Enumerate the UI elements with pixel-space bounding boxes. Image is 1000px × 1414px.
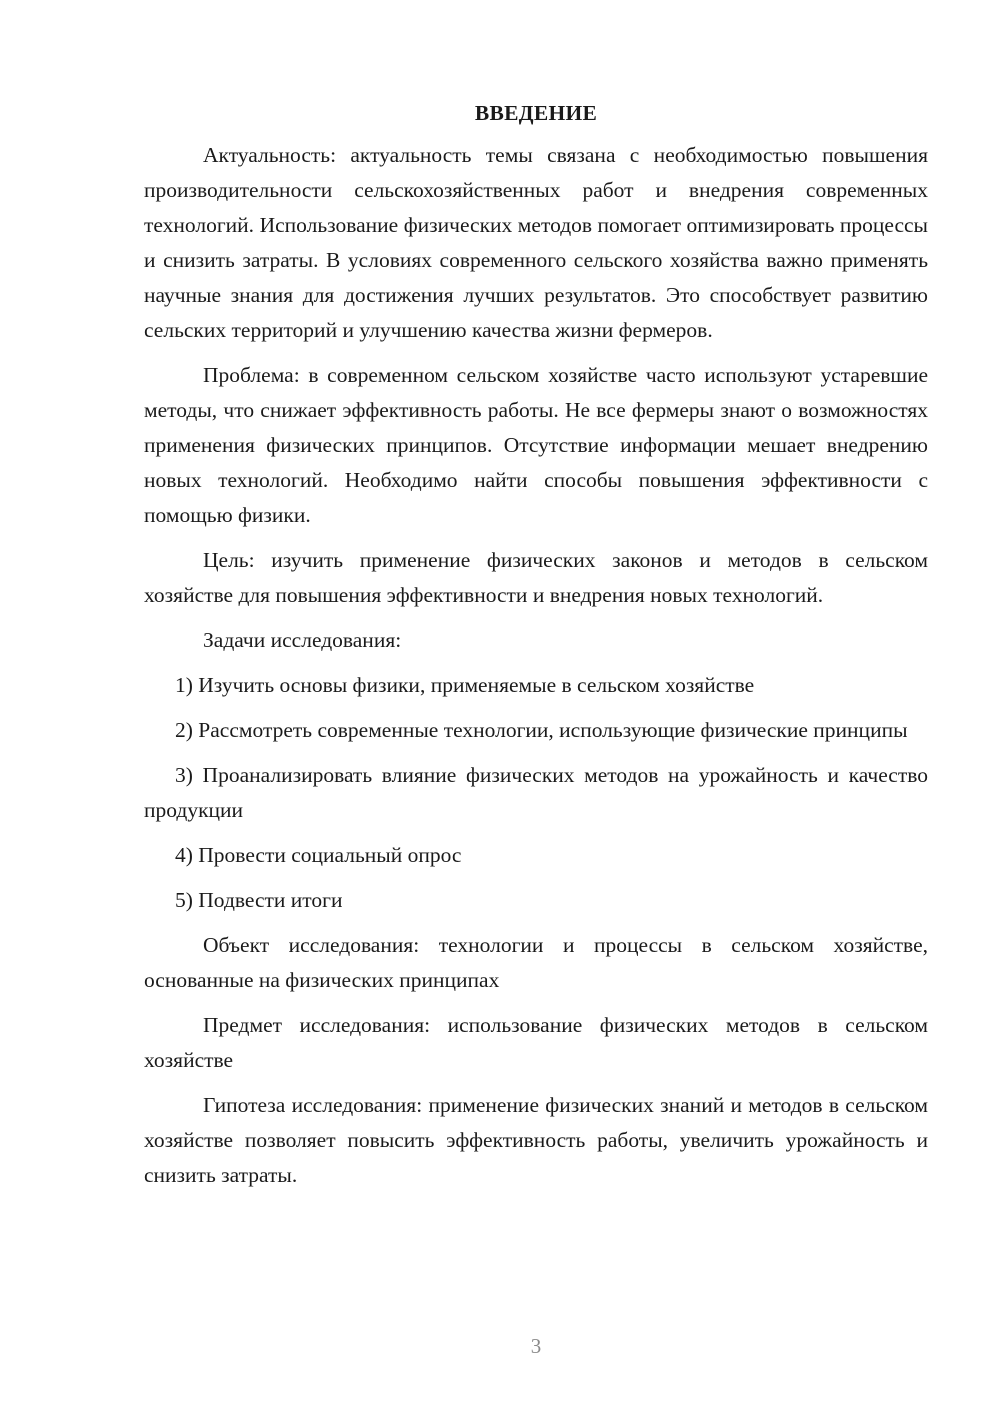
page-title: ВВЕДЕНИЕ bbox=[474, 101, 598, 125]
list-item: 1) Изучить основы физики, применяемые в сельском хозяйстве bbox=[175, 673, 755, 697]
tasks-list bbox=[144, 668, 928, 918]
page-number: 3 bbox=[530, 1334, 542, 1358]
list-item: 4) Провести социальный опрос bbox=[175, 843, 462, 867]
tasks-heading: Задачи исследования: bbox=[203, 628, 402, 652]
paragraph-relevance: Актуальность: актуальность темы связана с необходимостью повышения производительности сельскохозяйственных работ и внедрения современных технологий. Использование физических методов помогает оптимизировать процессы и снизить затраты. В условиях современного сельского хозяйства важно применять научные знания для достижения лучших результатов. Это способствует развитию сельских территорий и улучшению качества жизни фермеров. bbox=[144, 143, 928, 342]
page-content bbox=[144, 96, 928, 1203]
paragraph-goal: Цель: изучить применение физических законов и методов в сельском хозяйстве для повышения эффективности и внедрения новых технологий. bbox=[144, 548, 928, 607]
paragraph-object: Объект исследования: технологии и процессы в сельском хозяйстве, основанные на физических принципах bbox=[144, 933, 928, 992]
list-item: 3) Проанализировать влияние физических методов на урожайность и качество продукции bbox=[144, 763, 928, 822]
list-item: 2) Рассмотреть современные технологии, использующие физические принципы bbox=[175, 718, 908, 742]
list-item: 5) Подвести итоги bbox=[175, 888, 343, 912]
paragraph-problem: Проблема: в современном сельском хозяйстве часто используют устаревшие методы, что снижает эффективность работы. Не все фермеры знают о возможностях применения физических принципов. Отсутствие информации мешает внедрению новых технологий. Необходимо найти способы повышения эффективности с помощью физики. bbox=[144, 363, 928, 527]
paragraph-hypothesis: Гипотеза исследования: применение физических знаний и методов в сельском хозяйстве позволяет повысить эффективность работы, увеличить урожайность и снизить затраты. bbox=[144, 1093, 928, 1187]
paragraph-subject: Предмет исследования: использование физических методов в сельском хозяйстве bbox=[144, 1013, 928, 1072]
